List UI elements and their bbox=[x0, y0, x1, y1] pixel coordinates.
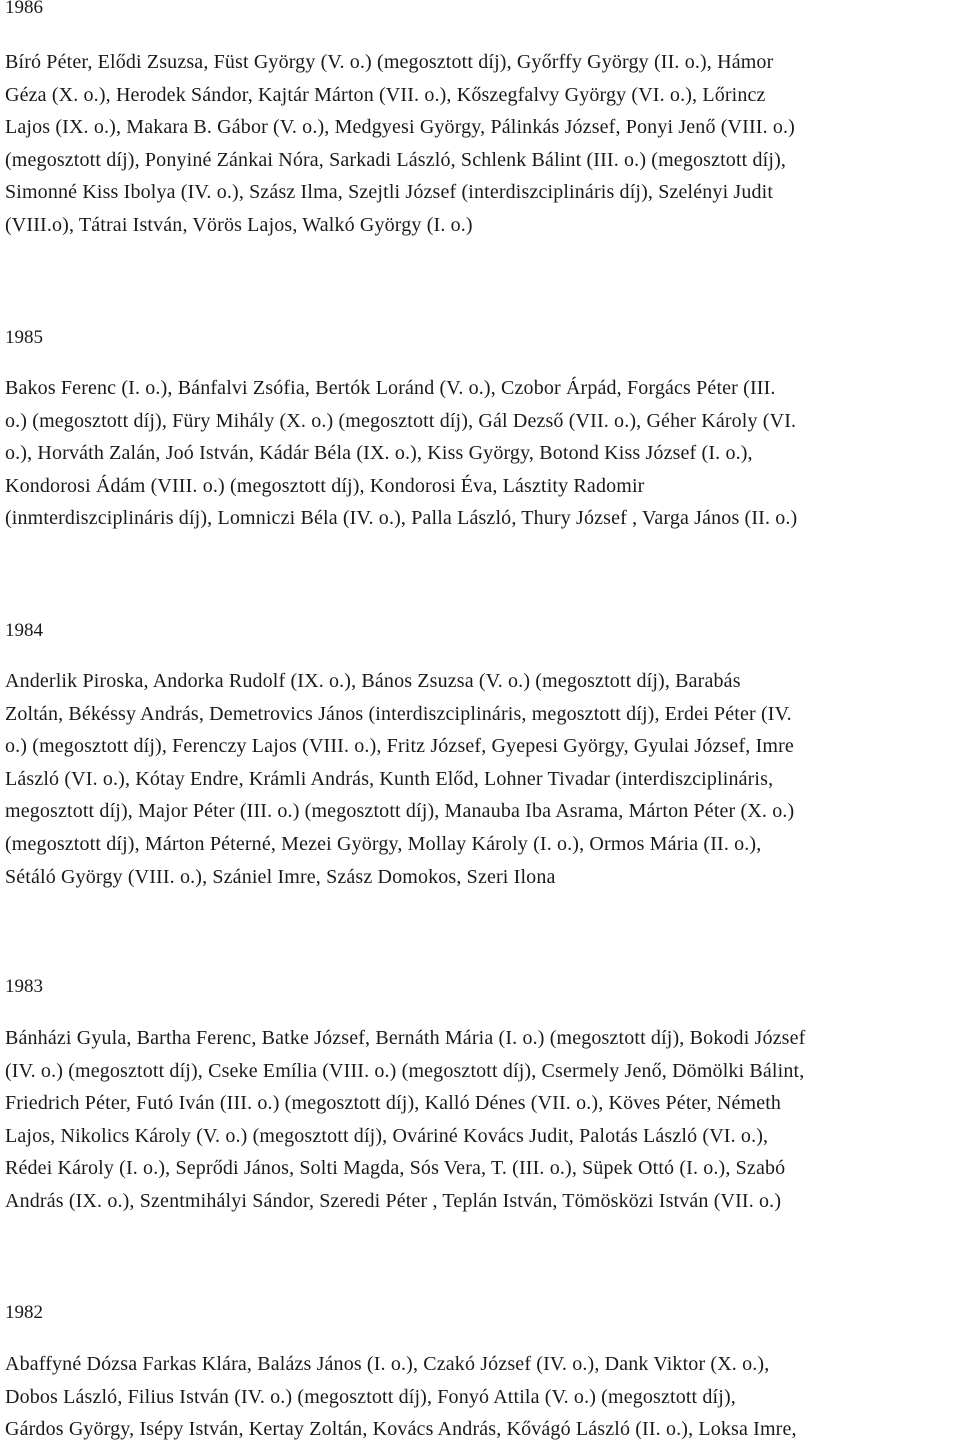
award-paragraph-1982 bbox=[5, 1348, 953, 1446]
text-line: (inmterdiszciplináris díj), Lomniczi Béla (IV. o.), Palla László, Thury József , Varga János (II. o.) bbox=[5, 507, 798, 530]
text-line: Lajos (IX. o.), Makara B. Gábor (V. o.), Medgyesi György, Pálinkás József, Ponyi Jenő (VIII. o.) bbox=[5, 116, 795, 139]
year-heading-1986: 1986 bbox=[5, 0, 43, 18]
text-line: o.) (megosztott díj), Ferenczy Lajos (VIII. o.), Fritz József, Gyepesi György, Gyulai József, Imre bbox=[5, 735, 794, 758]
text-line: András (IX. o.), Szentmihályi Sándor, Szeredi Péter , Teplán István, Tömösközi István (VII. o.) bbox=[5, 1189, 782, 1212]
text-line: Bíró Péter, Elődi Zsuzsa, Füst György (V. o.) (megosztott díj), Győrffy György (II. o.), Hámor bbox=[5, 51, 774, 73]
text-line: Gárdos György, Isépy István, Kertay Zoltán, Kovács András, Kővágó László (II. o.), Loksa Imre, bbox=[5, 1418, 797, 1441]
text-line: Bakos Ferenc (I. o.), Bánfalvi Zsófia, Bertók Loránd (V. o.), Czobor Árpád, Forgács Péter (III. bbox=[5, 377, 776, 399]
text-line: Lajos, Nikolics Károly (V. o.) (megosztott díj), Ováriné Kovács Judit, Palotás László (VI. o.), bbox=[5, 1124, 769, 1147]
text-line: o.), Horváth Zalán, Joó István, Kádár Béla (IX. o.), Kiss György, Botond Kiss József (I. o.), bbox=[5, 442, 753, 465]
text-line: Anderlik Piroska, Andorka Rudolf (IX. o.), Bános Zsuzsa (V. o.) (megosztott díj), Barabás bbox=[5, 670, 741, 692]
text-line: Géza (X. o.), Herodek Sándor, Kajtár Márton (VII. o.), Kőszegfalvy György (VI. o.), Lőrincz bbox=[5, 83, 766, 106]
text-line: megosztott díj), Major Péter (III. o.) (megosztott díj), Manauba Iba Asrama, Márton Péter (X. o.) bbox=[5, 800, 795, 823]
text-line: Rédei Károly (I. o.), Seprődi János, Solti Magda, Sós Vera, T. (III. o.), Süpek Ottó (I. o.), Szabó bbox=[5, 1157, 786, 1180]
text-line: Zoltán, Békéssy András, Demetrovics János (interdiszciplináris, megosztott díj), Erdei Péter (IV. bbox=[5, 702, 792, 725]
award-paragraph-1984 bbox=[5, 665, 953, 893]
year-heading-1983: 1983 bbox=[5, 976, 43, 997]
text-line: Friedrich Péter, Futó Iván (III. o.) (megosztott díj), Kalló Dénes (VII. o.), Köves Péter, Németh bbox=[5, 1092, 782, 1115]
year-heading-1982: 1982 bbox=[5, 1302, 43, 1323]
text-line: (megosztott díj), Ponyiné Zánkai Nóra, Sarkadi László, Schlenk Bálint (III. o.) (megosztott díj), bbox=[5, 148, 787, 171]
text-line: (IV. o.) (megosztott díj), Cseke Emília (VIII. o.) (megosztott díj), Csermely Jenő, Dömölki Bálint, bbox=[5, 1059, 805, 1082]
text-line: Dobos László, Filius István (IV. o.) (megosztott díj), Fonyó Attila (V. o.) (megosztott díj), bbox=[5, 1385, 736, 1408]
year-heading-1984: 1984 bbox=[5, 620, 43, 641]
text-line: (megosztott díj), Márton Péterné, Mezei György, Mollay Károly (I. o.), Ormos Mária (II. o.), bbox=[5, 832, 762, 855]
text-line: Abaffyné Dózsa Farkas Klára, Balázs János (I. o.), Czakó József (IV. o.), Dank Viktor (X. o.), bbox=[5, 1353, 770, 1375]
year-heading-1985: 1985 bbox=[5, 327, 43, 348]
text-line: Simonné Kiss Ibolya (IV. o.), Szász Ilma, Szejtli József (interdiszciplináris díj), Szelényi Judit bbox=[5, 181, 774, 204]
award-paragraph-1985 bbox=[5, 372, 953, 535]
award-paragraph-1986 bbox=[5, 46, 953, 242]
text-line: (VIII.o), Tátrai István, Vörös Lajos, Walkó György (I. o.) bbox=[5, 213, 473, 236]
text-line: László (VI. o.), Kótay Endre, Krámli András, Kunth Előd, Lohner Tivadar (interdiszciplináris, bbox=[5, 767, 774, 790]
text-line: o.) (megosztott díj), Füry Mihály (X. o.) (megosztott díj), Gál Dezső (VII. o.), Géher Károly (VI. bbox=[5, 409, 797, 432]
text-line: Sétáló György (VIII. o.), Szániel Imre, Szász Domokos, Szeri Ilona bbox=[5, 865, 556, 888]
award-paragraph-1983 bbox=[5, 1022, 953, 1218]
text-line: Bánházi Gyula, Bartha Ferenc, Batke József, Bernáth Mária (I. o.) (megosztott díj), Bokodi József bbox=[5, 1027, 806, 1049]
text-line: Kondorosi Ádám (VIII. o.) (megosztott díj), Kondorosi Éva, Lásztity Radomir bbox=[5, 474, 645, 497]
